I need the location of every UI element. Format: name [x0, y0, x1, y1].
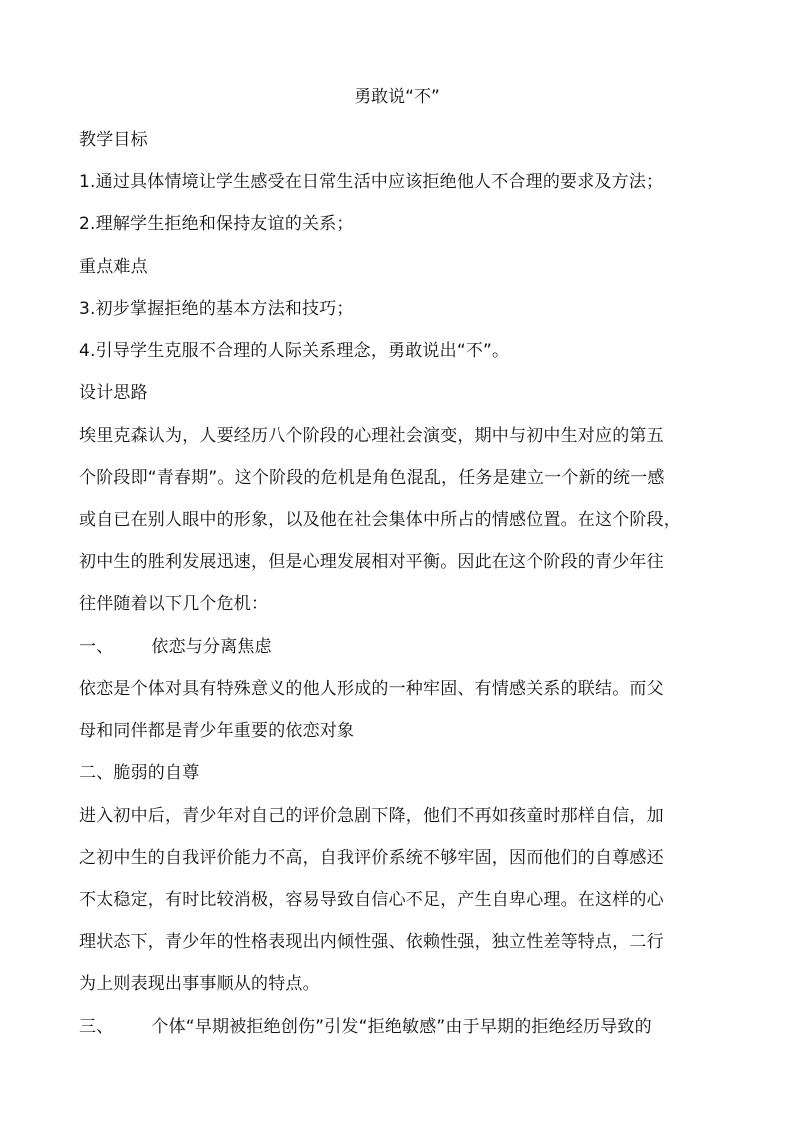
- key-point-4: 4.引导学生克服不合理的人际关系理念，勇敢说出“不”。: [79, 341, 510, 361]
- objective-2: 2.理解学生拒绝和保持友谊的关系；: [79, 214, 354, 234]
- design-paragraph-line: 初中生的胜利发展迅速，但是心理发展相对平衡。因此在这个阶段的青少年往: [79, 552, 664, 572]
- heading-design: 设计思路: [79, 383, 148, 403]
- section-2-paragraph-line: 进入初中后，青少年对自己的评价急剧下降，他们不再如孩童时那样自信，加: [79, 806, 664, 826]
- section-1-heading: [79, 637, 272, 657]
- design-paragraph-line: 个阶段即“青春期”。这个阶段的危机是角色混乱，任务是建立一个新的统一感: [79, 468, 665, 488]
- design-paragraph-line: 埃里克森认为，人要经历八个阶段的心理社会演变，期中与初中生对应的第五: [79, 426, 664, 446]
- design-paragraph-line: 或自已在别人眼中的形象，以及他在社会集体中所占的情感位置。在这个阶段，: [79, 510, 681, 530]
- section-1-paragraph-line: 母和同伴都是青少年重要的依恋对象: [79, 721, 355, 741]
- section-2-paragraph-line: 为上则表现出事事顺从的特点。: [79, 974, 320, 994]
- section-2-paragraph-line: 之初中生的自我评价能力不高，自我评价系统不够牢固，因而他们的自尊感还: [79, 848, 664, 868]
- design-paragraph-line: 往伴随着以下几个危机：: [79, 594, 269, 614]
- section-2-heading: 二、脆弱的自尊: [79, 763, 200, 783]
- section-1-paragraph-line: 依恋是个体对具有特殊意义的他人形成的一种牢固、有情感关系的联结。而父: [79, 679, 664, 699]
- heading-key-points: 重点难点: [79, 257, 148, 277]
- key-point-3: 3.初步掌握拒绝的基本方法和技巧；: [79, 299, 354, 319]
- objective-1: 1.通过具体情境让学生感受在日常生活中应该拒绝他人不合理的要求及方法；: [79, 172, 664, 192]
- section-2-paragraph-line: 不太稳定，有时比较消极，容易导致自信心不足，产生自卑心理。在这样的心: [79, 890, 664, 910]
- section-1-title: 依恋与分离焦虑: [151, 637, 272, 657]
- section-2-paragraph-line: 理状态下，青少年的性格表现出内倾性强、依赖性强，独立性差等特点，二行: [79, 932, 664, 952]
- heading-objectives: 教学目标: [79, 130, 148, 150]
- section-3-heading: [79, 1017, 652, 1037]
- section-3-text: 个体“早期被拒绝创伤”引发“拒绝敏感”由于早期的拒绝经历导致的: [151, 1017, 652, 1037]
- section-3-number: 三、: [79, 1017, 114, 1037]
- section-1-number: 一、: [79, 637, 114, 657]
- page-title: 勇敢说“不”: [354, 87, 440, 107]
